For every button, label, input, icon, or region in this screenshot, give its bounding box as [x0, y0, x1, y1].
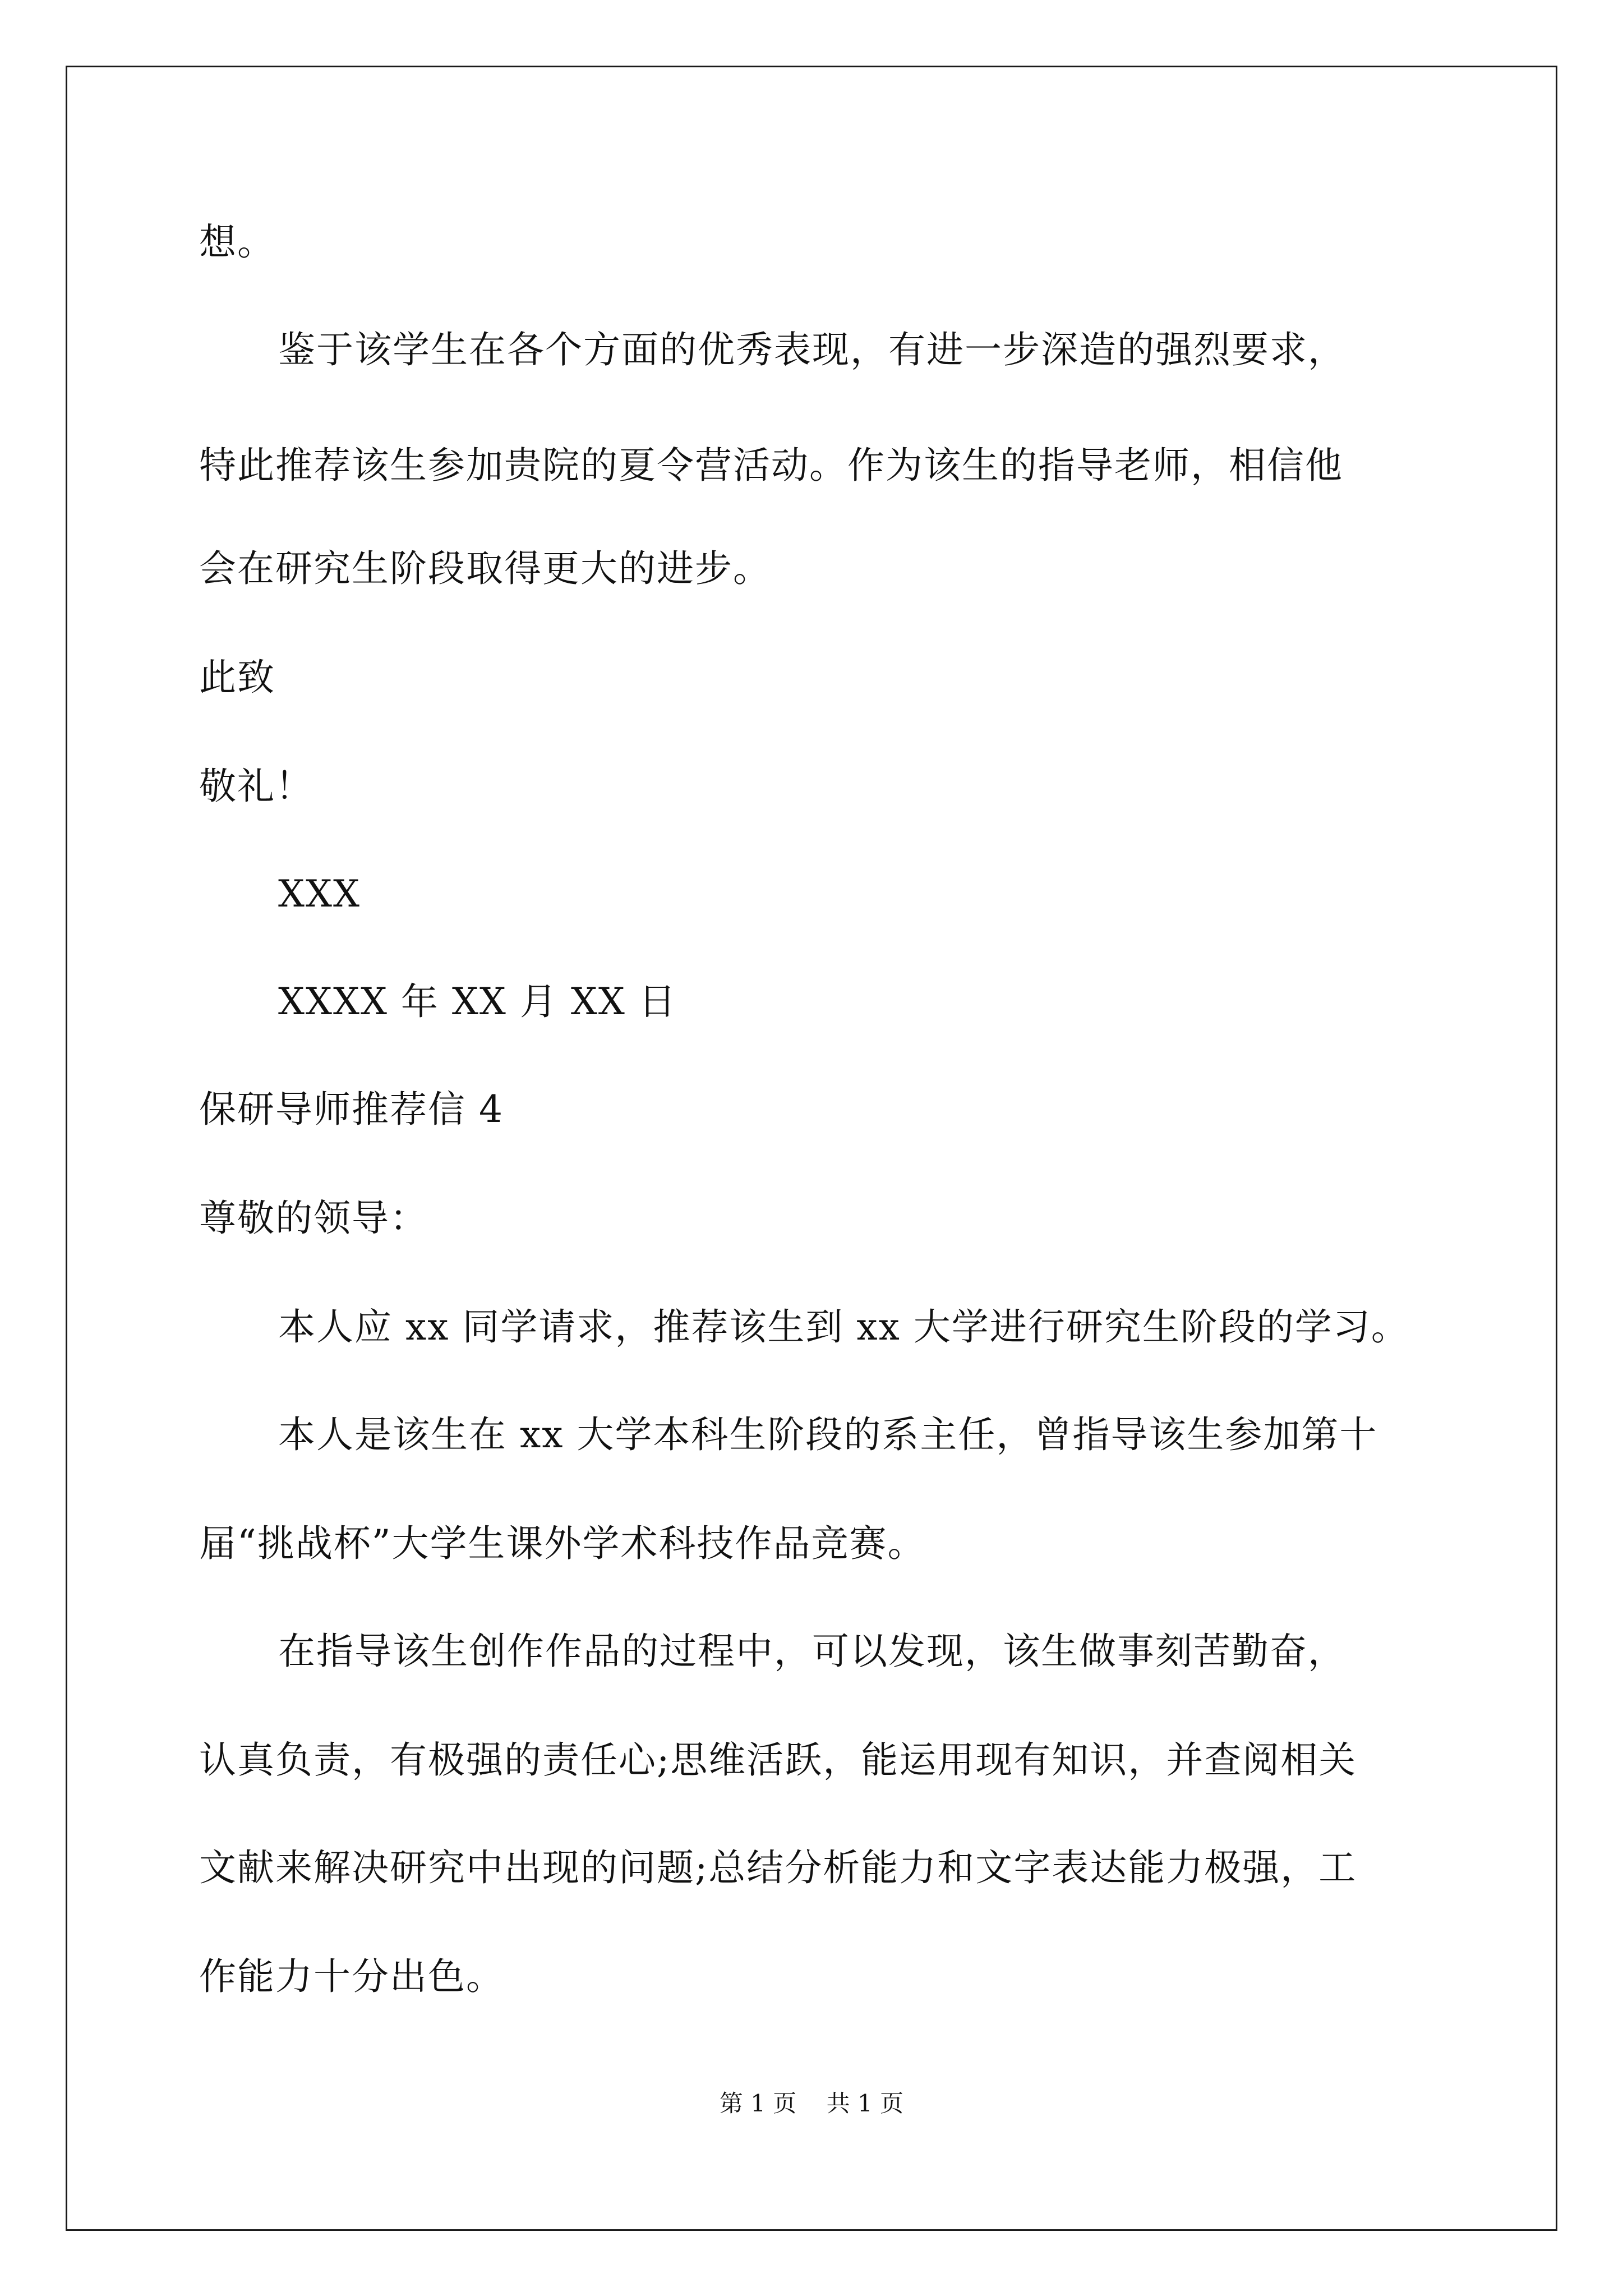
text-line: 文献来解决研究中出现的问题;总结分析能力和文字表达能力极强，工: [199, 1846, 1357, 1889]
salutation-regards: 敬礼！: [199, 765, 313, 808]
text-line: 鉴于该学生在各个方面的优秀表现，有进一步深造的强烈要求，: [278, 328, 1346, 371]
signature-date: XXXX 年 XX 月 XX 日: [278, 980, 677, 1023]
text-line: 本人是该生在 xx 大学本科生阶段的系主任，曾指导该生参加第十: [278, 1413, 1378, 1456]
text-line: 在指导该生创作作品的过程中，可以发现，该生做事刻苦勤奋，: [278, 1630, 1346, 1673]
greeting: 尊敬的领导：: [199, 1197, 428, 1240]
text-line: 作能力十分出色。: [199, 1955, 504, 1998]
text-line: 届“挑战杯”大学生课外学术科技作品竞赛。: [199, 1522, 926, 1565]
text-line: 特此推荐该生参加贵院的夏令营活动。作为该生的指导老师，相信他: [199, 444, 1343, 487]
text-line-continuation: 想。: [199, 220, 275, 264]
section-title: 保研导师推荐信 4: [199, 1088, 504, 1131]
salutation-closing: 此致: [199, 656, 275, 699]
text-line: 认真负责，有极强的责任心;思维活跃，能运用现有知识，并查阅相关: [199, 1738, 1357, 1782]
page-border: [66, 66, 1557, 2231]
page-footer: 第 1 页 共 1 页: [719, 2090, 904, 2117]
text-line: 会在研究生阶段取得更大的进步。: [199, 547, 771, 590]
signature-name: XXX: [278, 872, 361, 915]
text-line: 本人应 xx 同学请求，推荐该生到 xx 大学进行研究生阶段的学习。: [278, 1305, 1409, 1349]
